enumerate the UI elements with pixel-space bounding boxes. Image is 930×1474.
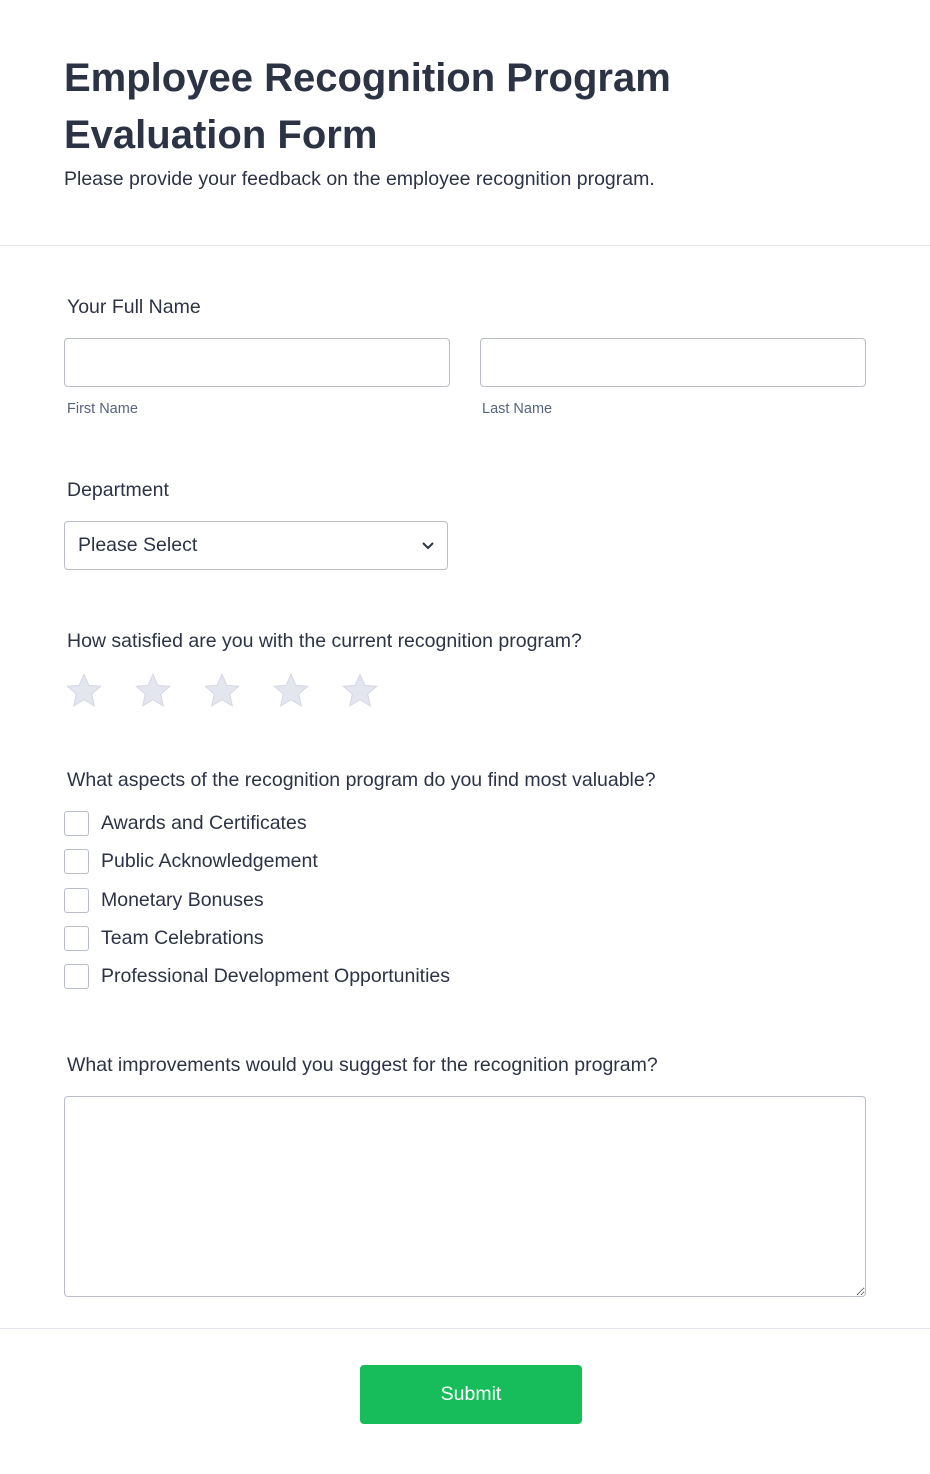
full-name-label: Your Full Name	[67, 296, 201, 318]
improvements-question: What improvements would you suggest for the recognition program?	[67, 1054, 658, 1076]
rating-star-icon[interactable]	[271, 671, 311, 711]
aspect-option-label[interactable]: Public Acknowledgement	[101, 850, 318, 873]
rating-star-icon[interactable]	[64, 671, 104, 711]
aspect-option-label[interactable]: Awards and Certificates	[101, 812, 307, 834]
aspect-checkbox[interactable]	[64, 964, 89, 989]
page-title: Employee Recognition Program Evaluation Form	[64, 56, 671, 157]
department-label: Department	[67, 479, 169, 501]
aspect-option-label[interactable]: Monetary Bonuses	[101, 888, 264, 911]
first-name-input[interactable]	[64, 338, 450, 387]
divider	[0, 245, 930, 246]
chevron-down-icon	[421, 541, 435, 551]
aspects-question: What aspects of the recognition program do you find most valuable?	[67, 769, 656, 791]
last-name-input[interactable]	[480, 338, 866, 387]
aspect-option-label[interactable]: Professional Development Opportunities	[101, 965, 451, 988]
submit-button[interactable]: Submit	[360, 1365, 582, 1424]
last-name-sublabel: Last Name	[482, 401, 553, 417]
aspect-checkbox[interactable]	[64, 888, 89, 913]
rating-star-icon[interactable]	[340, 671, 380, 711]
aspect-option-label[interactable]: Team Celebrations	[101, 926, 264, 949]
aspect-checkbox[interactable]	[64, 811, 89, 836]
rating-star-icon[interactable]	[133, 671, 173, 711]
rating-question: How satisfied are you with the current recognition program?	[67, 630, 582, 652]
rating-star-icon[interactable]	[202, 671, 242, 711]
first-name-sublabel: First Name	[67, 401, 138, 417]
aspect-checkbox[interactable]	[64, 849, 89, 874]
improvements-textarea[interactable]	[64, 1096, 866, 1297]
department-selected-value: Please Select	[78, 534, 198, 556]
aspect-checkbox[interactable]	[64, 926, 89, 951]
divider	[0, 1328, 930, 1329]
page-subtitle: Please provide your feedback on the employee recognition program.	[64, 168, 655, 190]
